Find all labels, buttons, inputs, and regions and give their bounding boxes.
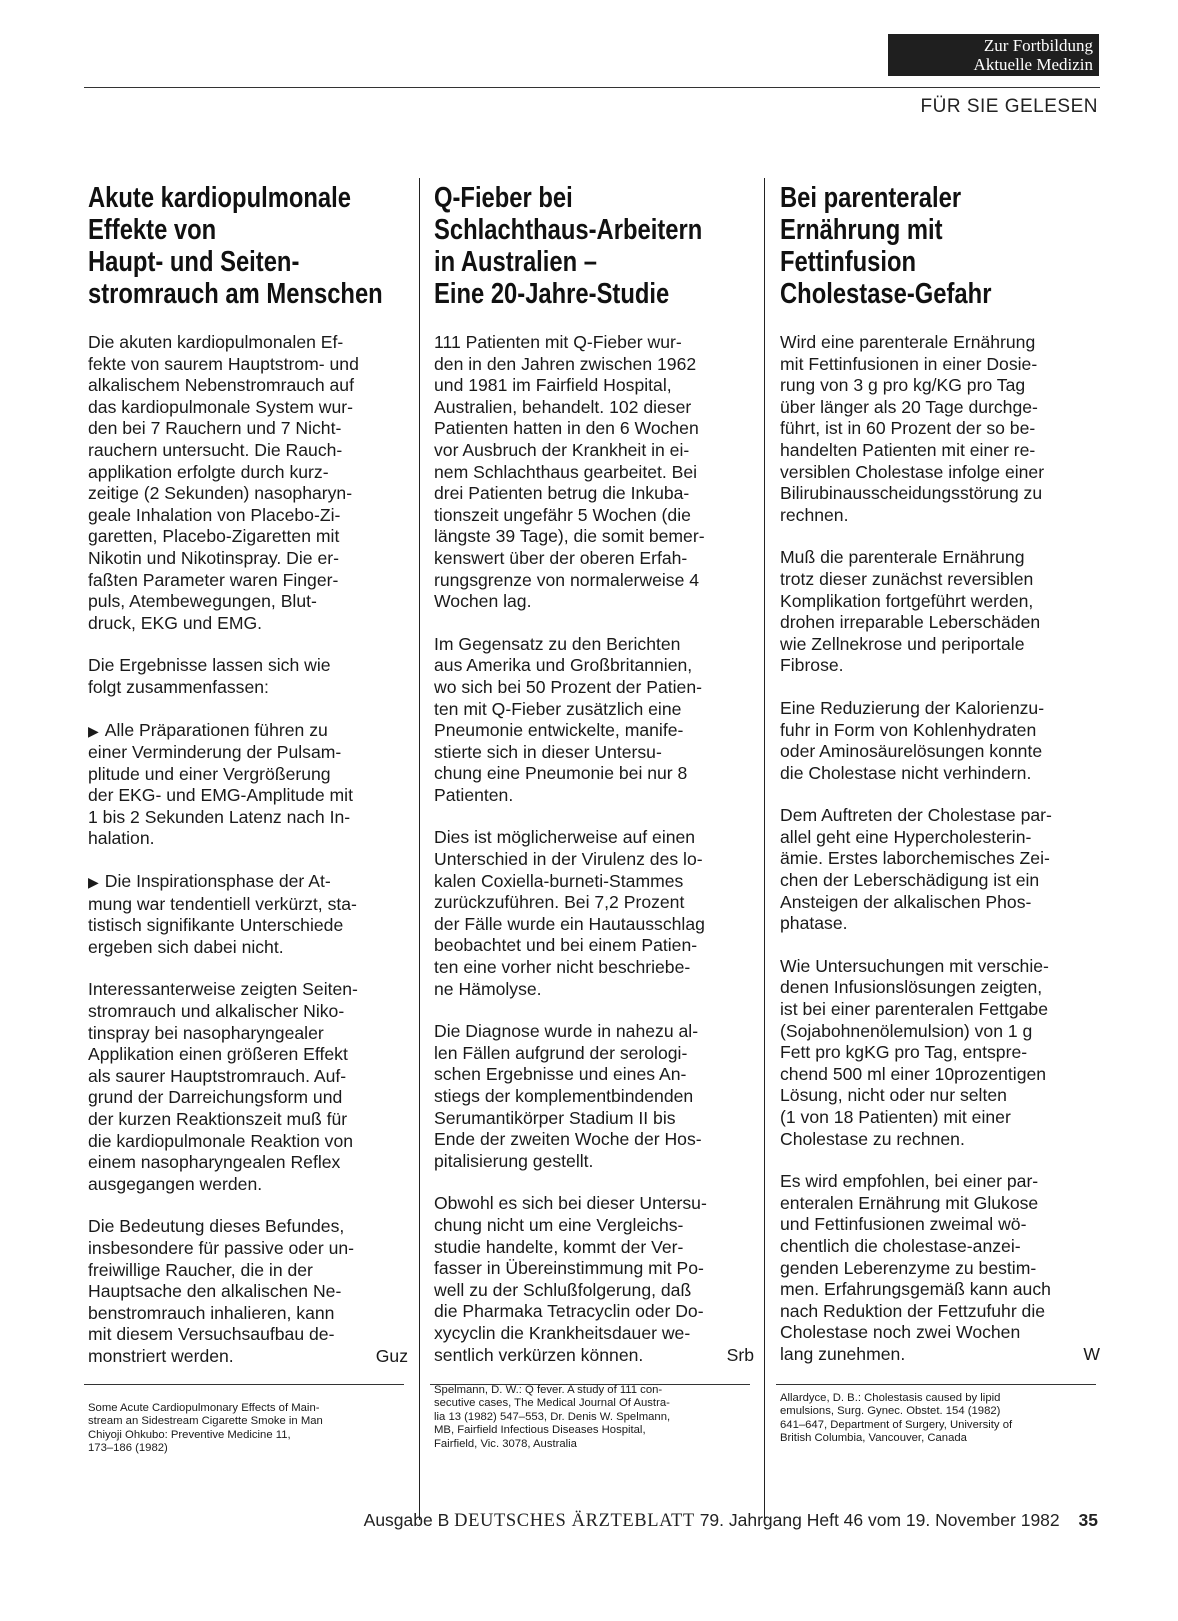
closing-line xyxy=(780,1344,1100,1366)
badge-line-2: Aktuelle Medizin xyxy=(973,55,1093,74)
footer-journal-title: DEUTSCHES ÄRZTEBLATT xyxy=(454,1511,695,1531)
paragraph: Im Gegensatz zu den Berichten aus Amerika und Großbritannien, wo sich bei 50 Prozent der Patien- ten mit Q-Fieber zusätzlich eine Pneumonie entwickelte, manife- stierte sich in dieser Untersu- chung eine Pneumonie bei nur 8 Patienten. xyxy=(434,633,702,805)
article-column-3 xyxy=(780,182,1100,1366)
paragraph: Wird eine parenterale Ernährung mit Fettinfusionen in einer Dosie- rung von 3 g pro kg/KG pro Tag über länger als 20 Tage durchge- führt, ist in 60 Prozent der so be- handelten Patienten mit einer re- versiblen Cholestase infolge einer Bilirubinausscheidungsstörung zu rechnen. xyxy=(780,332,1045,525)
article-headline: Q-Fieber bei Schlachthaus-Arbeitern in Australien – Eine 20-Jahre-Studie xyxy=(434,182,703,310)
reference-citation: Allardyce, D. B.: Cholestasis caused by lipid emulsions, Surg. Gynec. Obstet. 154 (1982) 641–647, Department of Surgery, University of British Columbia, Vancouver, Canada xyxy=(780,1392,1013,1445)
article-column-2 xyxy=(434,182,754,1366)
article-headline: Akute kardiopulmonale Effekte von Haupt- und Seiten- stromrauch am Menschen xyxy=(88,182,383,310)
author-signature: W xyxy=(1083,1343,1100,1364)
article-headline: Bei parenteraler Ernährung mit Fettinfusion Cholestase-Gefahr xyxy=(780,182,992,310)
page-number: 35 xyxy=(1078,1510,1098,1530)
closing-line xyxy=(88,1346,408,1368)
bullet-arrow-icon: ▶ xyxy=(88,874,99,891)
closing-text: sentlich verkürzen können. xyxy=(434,1344,644,1365)
reference-citation: Some Acute Cardiopulmonary Effects of Main- stream an Sidestream Cigarette Smoke in Man Chiyoji Ohkubo: Preventive Medicine 11, 173–186 (1982) xyxy=(88,1402,323,1455)
bullet-arrow-icon: ▶ xyxy=(88,722,99,739)
author-signature: Srb xyxy=(726,1344,754,1365)
page-footer xyxy=(0,1510,1098,1532)
footer-edition: Ausgabe B xyxy=(363,1510,450,1530)
paragraph: Interessanterweise zeigten Seiten- stromrauch und alkalischer Niko- tinspray bei nasopharyngealer Applikation einen größeren Effekt als saurer Hauptstromrauch. Auf- grund der Darreichungsform und der kurzen Reaktionszeit muß für die kardiopulmonale Reaktion von einem nasopharyngealen Reflex ausgegangen werden. xyxy=(88,979,358,1194)
author-signature: Guz xyxy=(375,1345,408,1366)
closing-text: monstriert werden. xyxy=(88,1345,234,1366)
paragraph: Es wird empfohlen, bei einer par- enteralen Ernährung mit Glukose und Fettinfusionen zweimal wö- chentlich die cholestase-anzei- genden Leberenzyme zu bestim- men. Erfahrungsgemäß kann auch nach Reduktion der Fettzufuhr die Cholestase noch zwei Wochen xyxy=(780,1171,1051,1343)
column-divider xyxy=(419,178,420,1520)
paragraph: Dem Auftreten der Cholestase par- allel geht eine Hypercholesterin- ämie. Erstes laborchemisches Zei- chen der Leberschädigung ist ein Ansteigen der alkalischen Phos- phatase. xyxy=(780,805,1052,934)
closing-text: lang zunehmen. xyxy=(780,1343,906,1364)
article-body xyxy=(88,332,408,1368)
article-body xyxy=(434,332,754,1366)
paragraph: 111 Patienten mit Q-Fieber wur- den in den Jahren zwischen 1962 und 1981 im Fairfield Hospital, Australien, behandelt. 102 dieser Patienten hatten in den 6 Wochen vor Ausbruch der Krankheit in ei- nem Schlachthaus gearbeitet. Bei drei Patienten betrug die Inkuba- tionszeit ungefähr 5 Wochen (die längste 39 Tage), die somit bemer- kenswert über der oberen Erfah- rungsgrenze von normalerweise 4 Wochen lag. xyxy=(434,332,705,612)
paragraph: Muß die parenterale Ernährung trotz dieser zunächst reversiblen Komplikation fortgeführt werden, drohen irreparable Leberschäden wie Zellnekrose und periportale Fibrose. xyxy=(780,547,1041,676)
article-body xyxy=(780,332,1100,1366)
paragraph: Obwohl es sich bei dieser Untersu- chung nicht um eine Vergleichs- studie handelte, kommt der Ver- fasser in Übereinstimmung mit Po- well zu der Schlußfolgerung, daß die Pharmaka Tetracyclin oder Do- xycyclin die Krankheitsdauer we- xyxy=(434,1193,707,1343)
column-divider xyxy=(764,178,765,1520)
section-label: FÜR SIE GELESEN xyxy=(920,96,1098,117)
reference-citation: Spelmann, D. W.: Q fever. A study of 111 con- secutive cases, The Medical Journal Of Austra- lia 13 (1982) 547–553, Dr. Denis W. Spelmann, MB, Fairfield Infectious Diseases Hospital, Fairfield, Vic. 3078, Australia xyxy=(434,1384,671,1450)
bullet-paragraph xyxy=(88,871,408,958)
footer-issue: 79. Jahrgang Heft 46 vom 19. November 1982 xyxy=(699,1510,1060,1530)
bullet-text: Die Inspirationsphase der At- mung war tendentiell verkürzt, sta- tistisch signifikante Unterschiede ergeben sich dabei nicht. xyxy=(88,871,357,957)
bullet-paragraph xyxy=(88,720,408,851)
paragraph: Wie Untersuchungen mit verschie- denen Infusionslösungen zeigten, ist bei einer parenteralen Fettgabe (Sojabohnenölemulsion) von 1 g Fett pro kgKG pro Tag, entspre- chend 500 ml einer 10prozentigen Lösung, nicht oder nur selten (1 von 18 Patienten) mit einer Cholestase zu rechnen. xyxy=(780,955,1049,1149)
paragraph: Eine Reduzierung der Kalorienzu- fuhr in Form von Kohlenhydraten oder Aminosäurelösungen konnte die Cholestase nicht verhindern. xyxy=(780,697,1045,783)
section-badge xyxy=(888,34,1099,76)
closing-line xyxy=(434,1345,754,1367)
article-column-1 xyxy=(88,182,408,1368)
paragraph: Die akuten kardiopulmonalen Ef- fekte von saurem Hauptstrom- und alkalischem Nebenstromrauch auf das kardiopulmonale System wur- den bei 7 Rauchern und 7 Nicht- rauchern untersucht. Die Rauch- applikation erfolgte durch kurz- zeitige (2 Sekunden) nasopharyn- geale Inhalation von Placebo-Zi- garetten, Placebo-Zigaretten mit Nikotin und Nikotinspray. Die er- faßten Parameter waren Finger- puls, Atembewegungen, Blut- druck, EKG und EMG. xyxy=(88,332,359,633)
paragraph: Die Ergebnisse lassen sich wie folgt zusammenfassen: xyxy=(88,655,331,697)
reference-divider xyxy=(776,1384,1096,1385)
paragraph: Die Bedeutung dieses Befundes, insbesondere für passive oder un- freiwillige Raucher, die in der Hauptsache den alkalischen Ne- benstromrauch inhalieren, kann mit diesem Versuchsaufbau de- xyxy=(88,1216,355,1345)
bullet-text: Alle Präparationen führen zu einer Verminderung der Pulsam- plitude und einer Vergrößerung der EKG- und EMG-Amplitude mit 1 bis 2 Sekunden Latenz nach In- halation. xyxy=(88,719,353,849)
badge-line-1: Zur Fortbildung xyxy=(983,36,1093,55)
paragraph: Die Diagnose wurde in nahezu al- len Fällen aufgrund der serologi- schen Ergebnisse und eines An- stiegs der komplementbindenden Serumantikörper Stadium II bis Ende der zweiten Woche der Hos- pitalisierung gestellt. xyxy=(434,1021,702,1171)
paragraph: Dies ist möglicherweise auf einen Unterschied in der Virulenz des lo- kalen Coxiella-burneti-Stammes zurückzuführen. Bei 7,2 Prozent der Fälle wurde ein Hautausschlag beobachtet und bei einem Patien- ten eine vorher nicht beschriebe- ne Hämolyse. xyxy=(434,827,705,999)
top-divider xyxy=(84,87,1100,88)
reference-divider xyxy=(84,1384,404,1385)
